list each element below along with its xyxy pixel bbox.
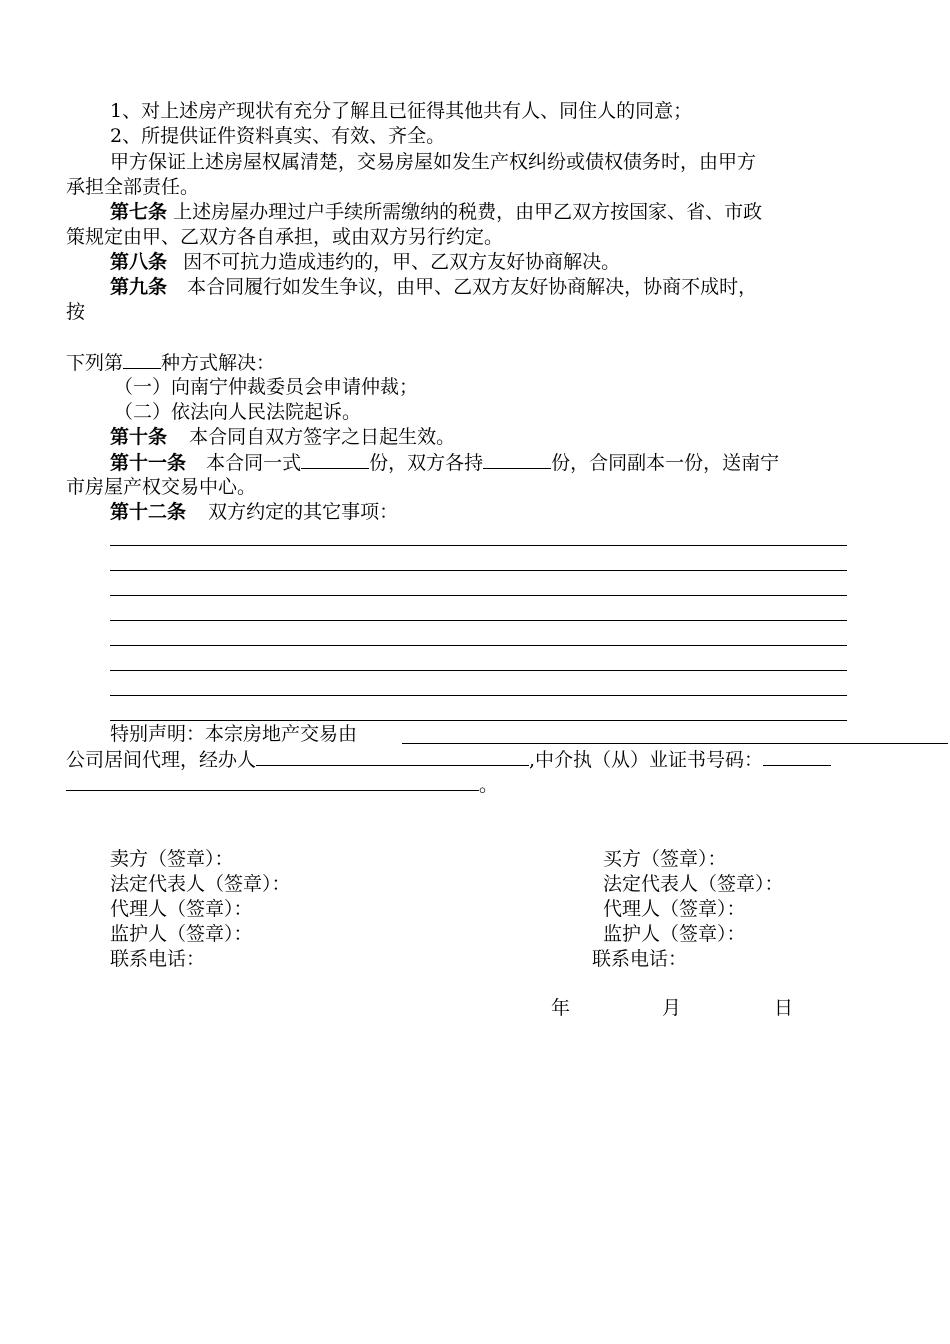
- clause-12: [110, 500, 398, 524]
- other-matters-line-6[interactable]: [110, 670, 847, 671]
- agency-company-blank[interactable]: [402, 743, 948, 744]
- clause-9-option-1: （一）向南宁仲裁委员会申请仲裁；: [114, 376, 419, 398]
- clause-6-guarantee-line-2: 承担全部责任。: [66, 176, 200, 198]
- clause-12-text: 双方约定的其它事项：: [208, 501, 399, 523]
- clause-9-line-1: [110, 275, 757, 299]
- clause-6-item-1: 1、对上述房产现状有充分了解且已征得其他共有人、同住人的同意；: [110, 100, 693, 122]
- date-year: 年: [551, 997, 571, 1019]
- declaration-prefix: 特别声明：本宗房地产交易由: [110, 723, 358, 745]
- other-matters-line-2[interactable]: [110, 570, 847, 571]
- buyer-phone: 联系电话：: [592, 948, 688, 970]
- other-matters-line-5[interactable]: [110, 645, 847, 646]
- clause-8: [110, 250, 620, 274]
- clause-8-text: 因不可抗力造成违约的，甲、乙双方友好协商解决。: [183, 251, 621, 273]
- clause-7-title: 第七条: [110, 201, 168, 223]
- handler-blank[interactable]: [256, 747, 529, 766]
- seller-agent: 代理人（签章）：: [110, 898, 253, 920]
- buyer-signature: 买方（签章）：: [603, 848, 727, 870]
- clause-9-text: 本合同履行如发生争议，由甲、乙双方友好协商解决，协商不成时，: [187, 276, 758, 298]
- buyer-guardian: 监护人（签章）：: [603, 923, 746, 945]
- license-number-blank-1[interactable]: [763, 747, 831, 766]
- declaration-line-2: [66, 747, 831, 772]
- buyer-legal-rep: 法定代表人（签章）：: [603, 873, 784, 895]
- clause-11-line-2: 市房屋产权交易中心。: [66, 476, 257, 498]
- copies-blank[interactable]: [301, 450, 369, 469]
- other-matters-line-7[interactable]: [110, 695, 847, 696]
- seller-legal-rep: 法定代表人（签章）：: [110, 873, 291, 895]
- declaration-agency: 公司居间代理，经办人: [66, 749, 257, 771]
- clause-10-title: 第十条: [110, 426, 168, 448]
- other-matters-line-1[interactable]: [110, 545, 847, 546]
- clause-6-guarantee-line-1: 甲方保证上述房屋权属清楚，交易房屋如发生产权纠纷或债权债务时，由甲方: [110, 151, 757, 173]
- declaration-license: ,中介执（从）业证书号码：: [529, 749, 764, 771]
- clause-9-choice-prefix: 下列第: [66, 352, 124, 374]
- license-number-blank-2[interactable]: [66, 772, 479, 791]
- clause-9-choice: [66, 350, 275, 375]
- clause-6-item-2: 2、所提供证件资料真实、有效、齐全。: [110, 125, 446, 147]
- clause-11-line-1: [110, 450, 779, 475]
- declaration-end: 。: [479, 774, 499, 796]
- clause-9-option-2: （二）依法向人民法院起诉。: [114, 401, 362, 423]
- declaration-line-3: [66, 772, 498, 797]
- clause-9-title: 第九条: [110, 276, 168, 298]
- seller-phone: 联系电话：: [110, 948, 206, 970]
- other-matters-line-3[interactable]: [110, 595, 847, 596]
- clause-10-text: 本合同自双方签字之日起生效。: [189, 426, 456, 448]
- clause-9-choice-suffix: 种方式解决：: [161, 352, 276, 374]
- declaration-line-1: [110, 722, 357, 746]
- other-matters-line-8[interactable]: [110, 720, 847, 721]
- each-party-copies-blank[interactable]: [483, 450, 551, 469]
- clause-8-title: 第八条: [110, 251, 168, 273]
- clause-11-text-3: 份，合同副本一份，送南宁: [551, 452, 780, 474]
- date-day: 日: [774, 997, 794, 1019]
- clause-7-line-1: [110, 200, 762, 224]
- seller-guardian: 监护人（签章）：: [110, 923, 253, 945]
- clause-10: [110, 425, 455, 449]
- clause-9-line-2: 按: [66, 301, 86, 323]
- clause-12-title: 第十二条: [110, 501, 187, 523]
- clause-11-title: 第十一条: [110, 452, 187, 474]
- clause-11-text-2: 份，双方各持: [369, 452, 484, 474]
- clause-11-text-1: 本合同一式: [206, 452, 302, 474]
- other-matters-line-4[interactable]: [110, 620, 847, 621]
- choice-blank[interactable]: [123, 350, 161, 369]
- date-month: 月: [662, 997, 682, 1019]
- buyer-agent: 代理人（签章）：: [603, 898, 746, 920]
- seller-signature: 卖方（签章）：: [110, 848, 234, 870]
- clause-7-line-2: 策规定由甲、乙双方各自承担，或由双方另行约定。: [66, 226, 504, 248]
- clause-7-text: 上述房屋办理过户手续所需缴纳的税费，由甲乙双方按国家、省、市政: [173, 201, 763, 223]
